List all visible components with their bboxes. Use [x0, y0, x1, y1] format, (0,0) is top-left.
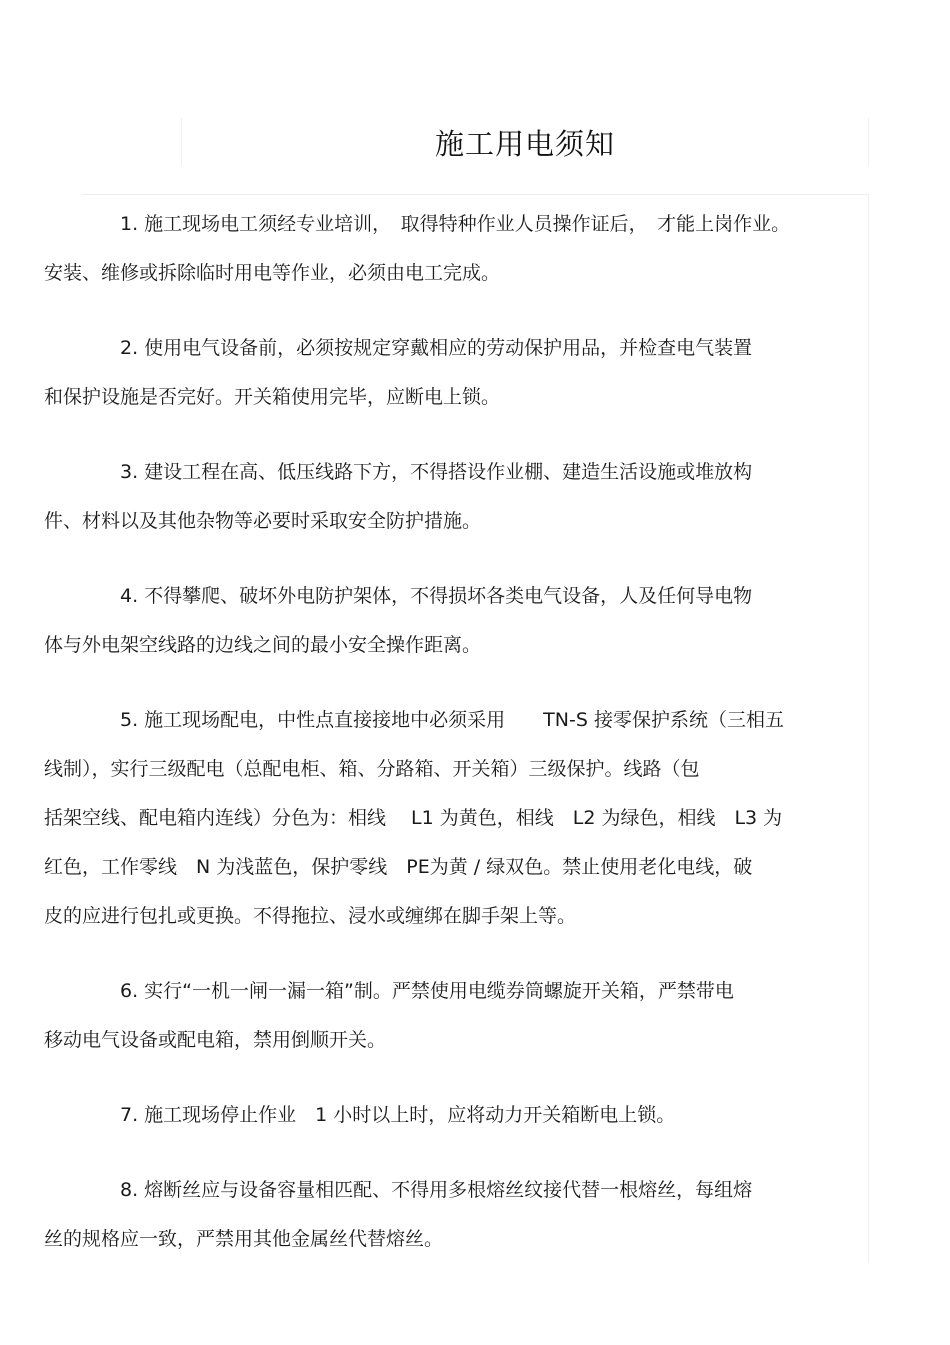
paragraph-line: 线制），实行三级配电（总配电柜、箱、分路箱、开关箱）三级保护。线路（包: [44, 758, 700, 780]
paragraph-line: 体与外电架空线路的边线之间的最小安全操作距离。: [44, 634, 482, 656]
paragraph-line: 2. 使用电气设备前，必须按规定穿戴相应的劳动保护用品，并检查电气装置: [120, 337, 753, 359]
paragraph-line: 1. 施工现场电工须经专业培训， 取得特种作业人员操作证后， 才能上岗作业。: [120, 213, 791, 235]
content-border-top: [82, 194, 869, 195]
paragraph-line: 7. 施工现场停止作业 1 小时以上时，应将动力开关箱断电上锁。: [120, 1104, 676, 1126]
list-item: [44, 696, 872, 941]
paragraph-line: 5. 施工现场配电，中性点直接接地中必须采用 TN-S 接零保护系统（三相五: [120, 709, 784, 731]
paragraph-line: 6. 实行“一机一闸一漏一箱”制。严禁使用电缆券筒螺旋开关箱，严禁带电: [120, 980, 734, 1002]
paragraph-line: 皮的应进行包扎或更换。不得拖拉、浸水或缠绑在脚手架上等。: [44, 905, 577, 927]
paragraph-line: 安装、维修或拆除临时用电等作业，必须由电工完成。: [44, 262, 501, 284]
list-item: [82, 1091, 872, 1140]
list-item: [44, 200, 872, 298]
document-title: 施工用电须知: [434, 127, 615, 161]
paragraph-line: 和保护设施是否完好。开关箱使用完毕，应断电上锁。: [44, 386, 501, 408]
paragraph-line: 3. 建设工程在高、低压线路下方，不得搭设作业棚、建造生活设施或堆放构: [120, 461, 753, 483]
list-item: [44, 1166, 872, 1264]
paragraph-line: 4. 不得攀爬、破坏外电防护架体，不得损坏各类电气设备，人及任何导电物: [120, 585, 753, 607]
list-item: [44, 572, 872, 670]
paragraph-line: 丝的规格应一致，严禁用其他金属丝代替熔丝。: [44, 1228, 444, 1250]
paragraph-line: 件、材料以及其他杂物等必要时采取安全防护措施。: [44, 510, 482, 532]
document-body: [44, 200, 872, 1264]
paragraph-line: 红色，工作零线 N 为浅蓝色，保护零线 PE为黄 / 绿双色。禁止使用老化电线，破: [44, 856, 753, 878]
list-item: [44, 324, 872, 422]
paragraph-line: 移动电气设备或配电箱，禁用倒顺开关。: [44, 1029, 387, 1051]
list-item: [44, 967, 872, 1065]
list-item: [44, 448, 872, 546]
paragraph-line: 8. 熔断丝应与设备容量相匹配、不得用多根熔丝纹接代替一根熔丝，每组熔: [120, 1179, 753, 1201]
paragraph-line: 括架空线、配电箱内连线）分色为：相线 L1 为黄色，相线 L2 为绿色，相线 L3 为: [44, 807, 783, 829]
